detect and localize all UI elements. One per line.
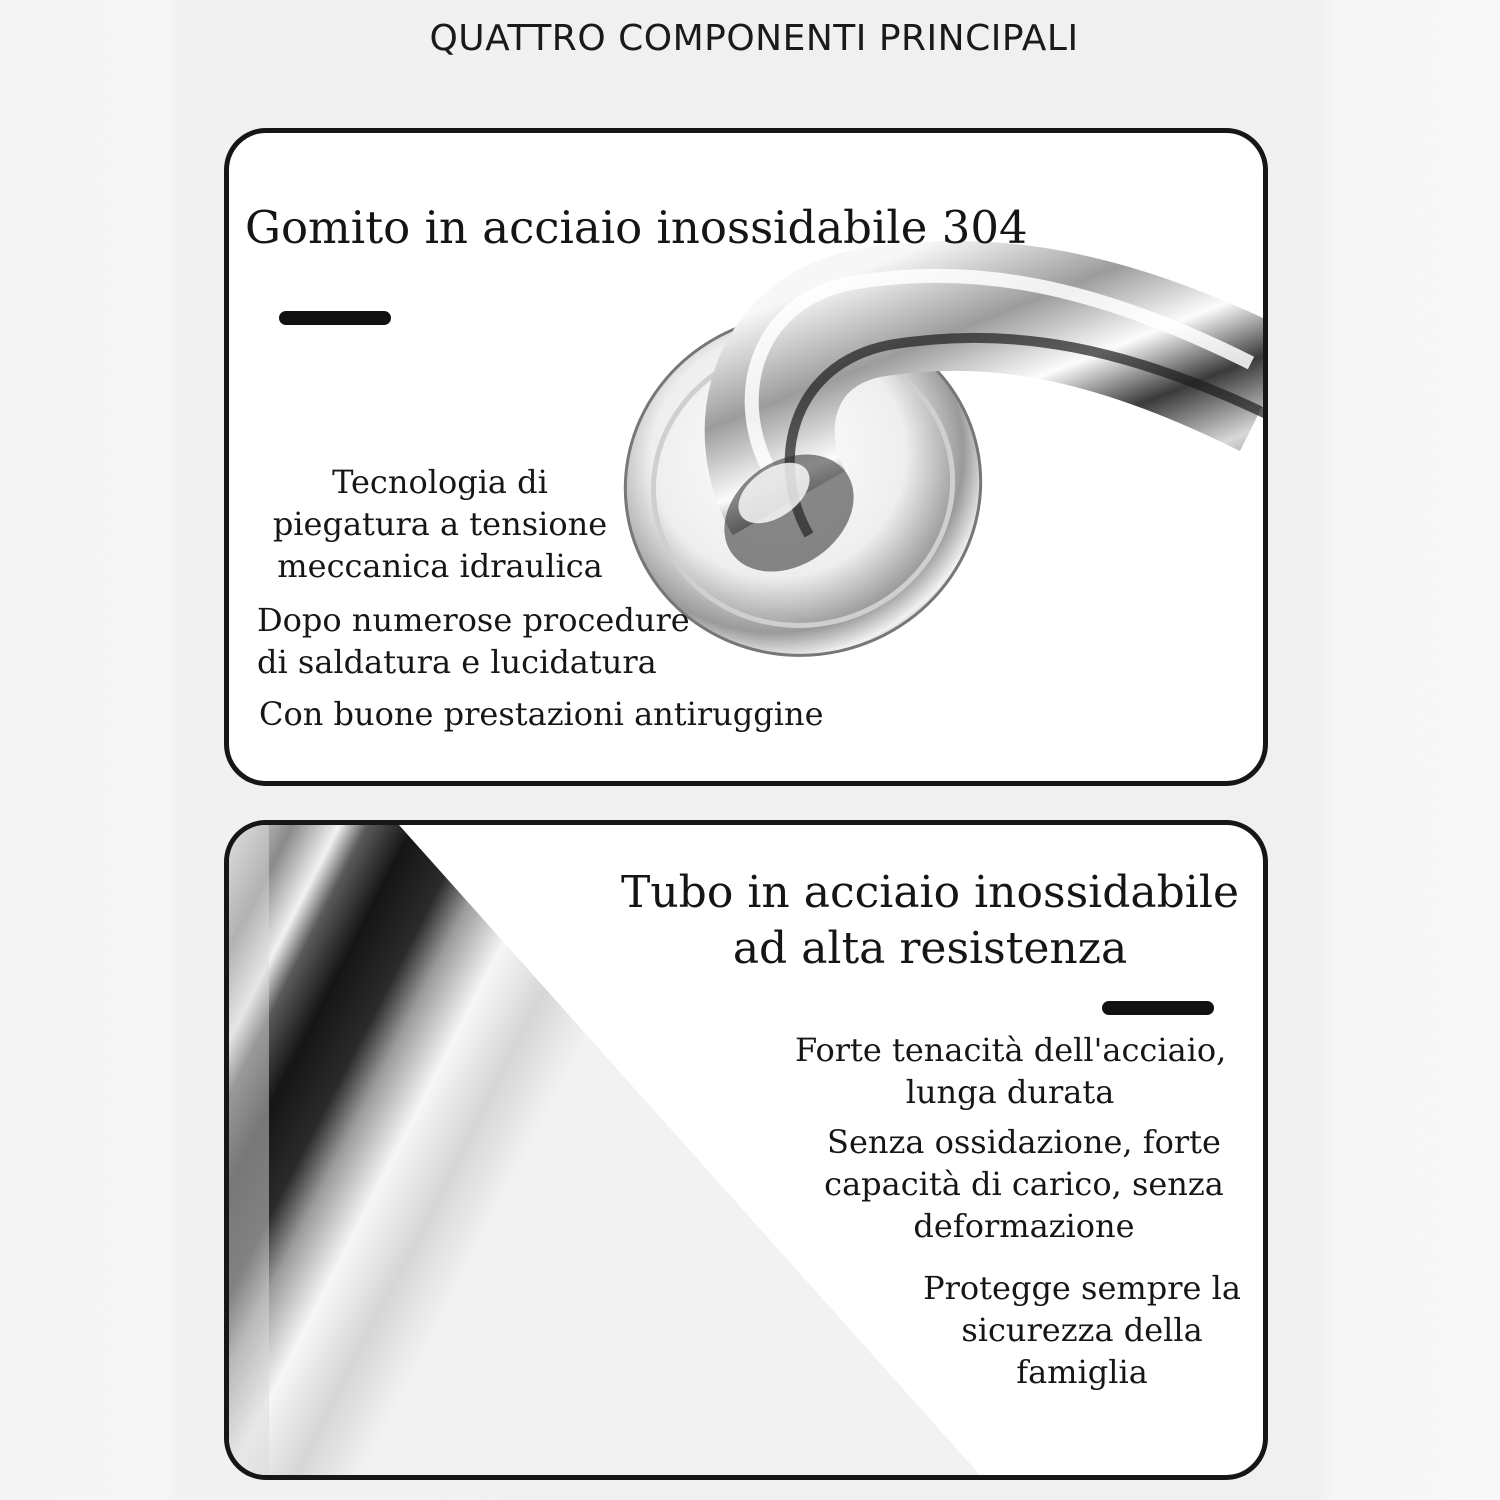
elbow-feature-3: Con buone prestazioni antiruggine [259,695,824,733]
elbow-feature-2: Dopo numerose procedure di saldatura e lucidatura [257,601,690,681]
page-title: QUATTRO COMPONENTI PRINCIPALI [429,18,1079,59]
elbow-feature-1: Tecnologia di piegatura a tensione meccanica idraulica [272,463,608,585]
tube-card-title: Tubo in acciaio inossidabile ad alta resistenza [621,867,1239,974]
tube-feature-2: Senza ossidazione, forte capacità di carico, senza deformazione [824,1123,1224,1245]
title-underline-bar [279,311,391,325]
tube-feature-1: Forte tenacità dell'acciaio, lunga durata [795,1031,1227,1111]
tube-card [224,820,1268,1480]
elbow-card-title: Gomito in acciaio inossidabile 304 [245,201,1028,254]
tube-feature-3: Protegge sempre la sicurezza della famiglia [923,1269,1241,1391]
title-underline-bar [1102,1001,1214,1015]
elbow-card [224,128,1268,786]
